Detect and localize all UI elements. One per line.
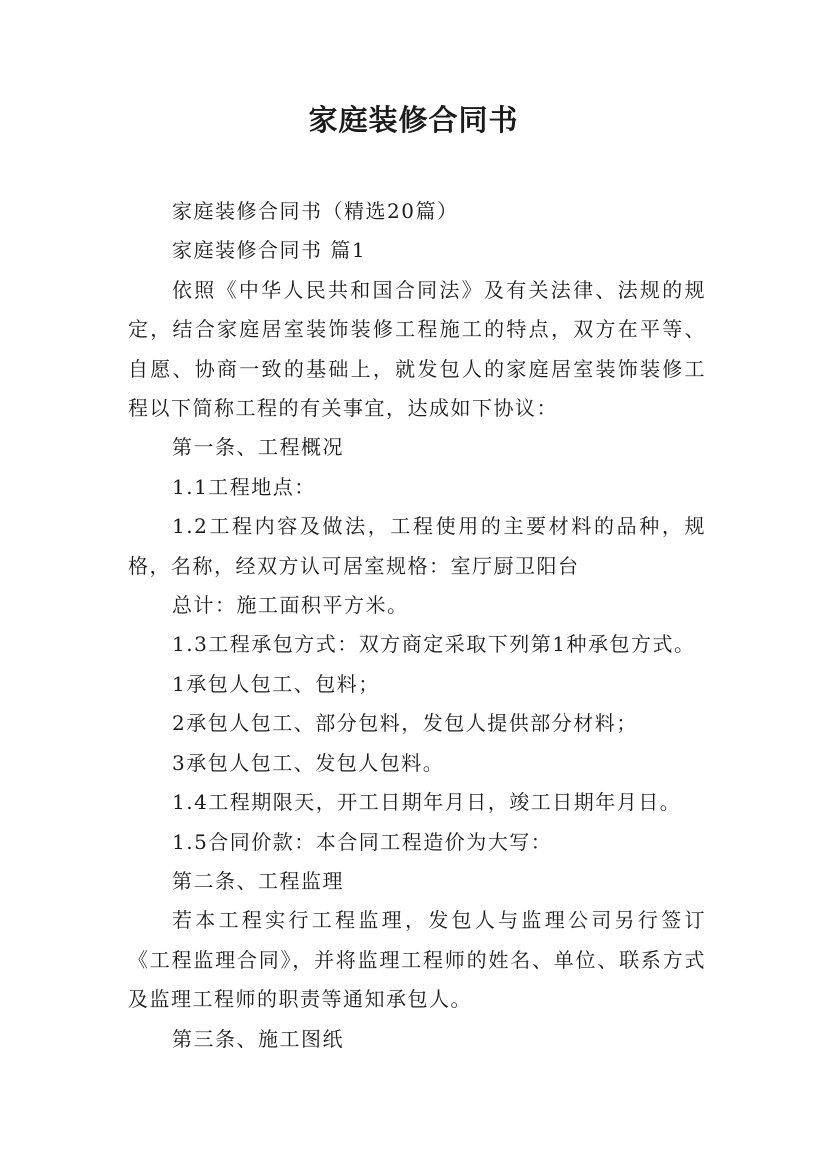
paragraph: 1承包人包工、包料；	[172, 671, 380, 696]
paragraph: 2承包人包工、部分包料，发包人提供部分材料；	[172, 711, 638, 736]
paragraph: 1.2工程内容及做法，工程使用的主要材料的品种，规格，名称，经双方认可居室规格：室厅厨卫阳台	[128, 514, 706, 578]
paragraph: 1.5合同价款：本合同工程造价为大写：	[172, 829, 553, 854]
paragraph: 第三条、施工图纸	[172, 1026, 344, 1051]
paragraph: 1.4工程期限天，开工日期年月日，竣工日期年月日。	[172, 790, 682, 815]
paragraph: 1.1工程地点：	[172, 474, 316, 499]
paragraph: 若本工程实行工程监理，发包人与监理公司另行签订《工程监理合同》，并将监理工程师的姓名、单位、联系方式及监理工程师的职责等通知承包人。	[128, 908, 706, 1012]
paragraph: 家庭装修合同书（精选20篇）	[172, 199, 459, 223]
paragraph: 依照《中华人民共和国合同法》及有关法律、法规的规定，结合家庭居室装饰装修工程施工的特点，双方在平等、自愿、协商一致的基础上，就发包人的家庭居室装饰装修工程以下简称工程的有关事宜，达成如下协议：	[128, 277, 706, 421]
document-title: 家庭装修合同书	[308, 103, 519, 137]
paragraph: 总计：施工面积平方米。	[172, 593, 409, 618]
paragraph: 第一条、工程概况	[172, 435, 344, 460]
paragraph: 家庭装修合同书 篇1	[172, 238, 367, 263]
paragraph: 第二条、工程监理	[172, 868, 344, 893]
paragraph: 3承包人包工、发包人包料。	[172, 750, 445, 775]
document-body	[128, 192, 706, 1059]
paragraph: 1.3工程承包方式：双方商定采取下列第1种承包方式。	[172, 632, 696, 657]
